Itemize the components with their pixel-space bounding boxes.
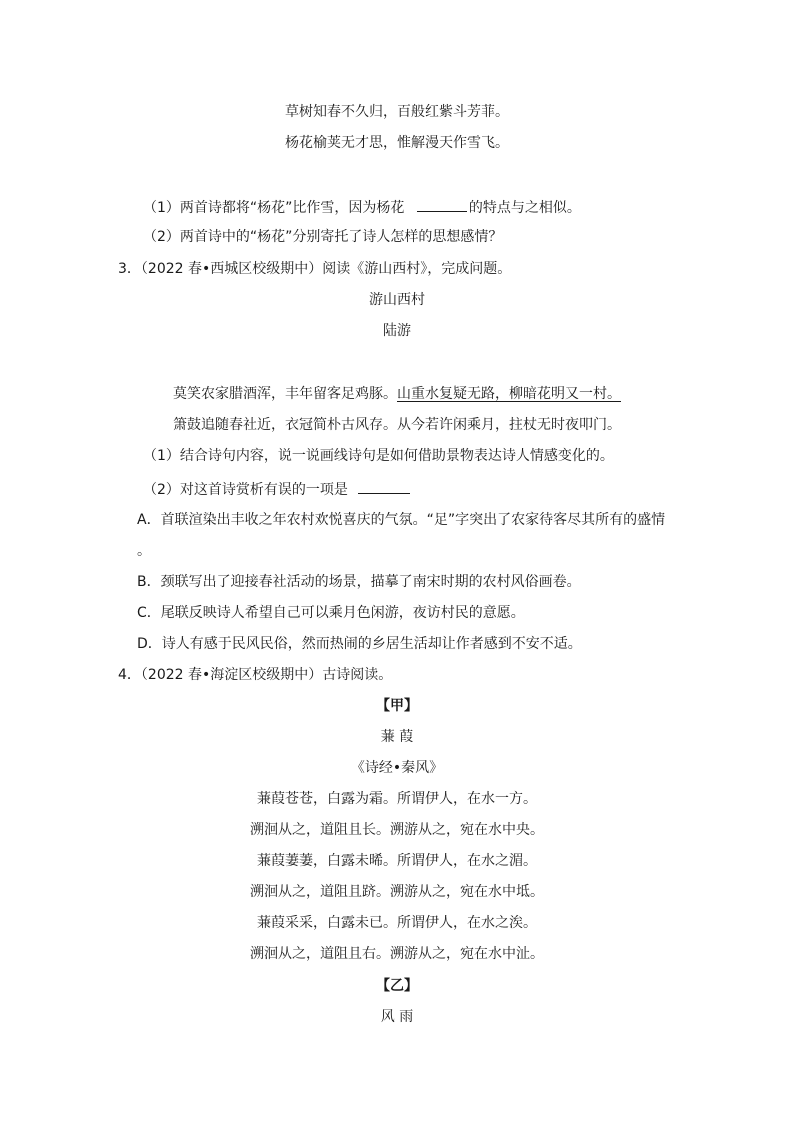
option-c[interactable]: C．尾联反映诗人希望自己可以乘月色闲游，夜访村民的意愿。 (137, 605, 525, 621)
poem-line: 溯洄从之，道阻且长。溯游从之，宛在水中央。 (250, 822, 544, 838)
poem-line: 蒹葭苍苍，白露为霜。所谓伊人，在水一方。 (257, 791, 537, 807)
poem-line (0, 385, 794, 403)
option-d[interactable]: D．诗人有感于民风民俗，然而热闹的乡居生活却让作者感到不安不适。 (137, 636, 582, 652)
poem-line: 杨花榆荚无才思，惟解漫天作雪飞。 (285, 135, 509, 151)
question-3-header: 3．（2022 春•西城区校级期中）阅读《游山西村》，完成问题。 (118, 261, 512, 277)
poem-author: 陆游 (383, 323, 411, 339)
question-3-sub2 (143, 479, 412, 499)
answer-blank[interactable] (358, 479, 410, 494)
poem-line: 溯洄从之，道阻且右。溯游从之，宛在水中沚。 (250, 946, 544, 962)
option-a[interactable]: A．首联渲染出丰收之年农村欢悦喜庆的气氛。“足”字突出了农家待客尽其所有的盛情 (137, 512, 666, 528)
section-label-jia: 【甲】 (376, 698, 418, 714)
poem-line: 箫鼓追随春社近，衣冠简朴古风存。从今若许闲乘月，拄杖无时夜叩门。 (173, 417, 621, 433)
question-text: （1）两首诗都将“杨花”比作雪，因为杨花 (143, 200, 405, 216)
option-a-continued: 。 (137, 543, 151, 559)
poem-title: 蒹 葭 (380, 729, 414, 745)
poem-title: 游山西村 (369, 292, 425, 308)
answer-blank[interactable] (417, 197, 467, 212)
question-4-header: 4．（2022 春•海淀区校级期中）古诗阅读。 (118, 667, 393, 683)
poem-text: 莫笑农家腊酒浑，丰年留客足鸡豚。 (173, 386, 397, 402)
question-3-sub1: （1）结合诗句内容，说一说画线诗句是如何借助景物表达诗人情感变化的。 (143, 448, 614, 464)
poem-line: 蒹葭采采，白露未已。所谓伊人，在水之涘。 (257, 915, 537, 931)
section-label-yi: 【乙】 (376, 978, 418, 994)
poem-title: 风 雨 (380, 1009, 414, 1025)
option-b[interactable]: B．颈联写出了迎接春社活动的场景，描摹了南宋时期的农村风俗画卷。 (137, 574, 581, 590)
poem-line: 溯洄从之，道阻且跻。溯游从之，宛在水中坻。 (250, 884, 544, 900)
poem-line: 草树知春不久归，百般红紫斗芳菲。 (285, 104, 509, 120)
question-2-sub1 (143, 197, 581, 217)
question-text: （2）对这首诗赏析有误的一项是 (143, 482, 348, 498)
question-2-sub2: （2）两首诗中的“杨花”分别寄托了诗人怎样的思想感情？ (143, 229, 503, 245)
poem-line: 蒹葭萋萋，白露未晞。所谓伊人，在水之湄。 (257, 853, 537, 869)
poem-source: 《诗经•秦风》 (350, 760, 444, 776)
question-text: 的特点与之相似。 (468, 200, 581, 216)
underlined-poem-text: 山重水复疑无路，柳暗花明又一村。 (397, 386, 621, 402)
